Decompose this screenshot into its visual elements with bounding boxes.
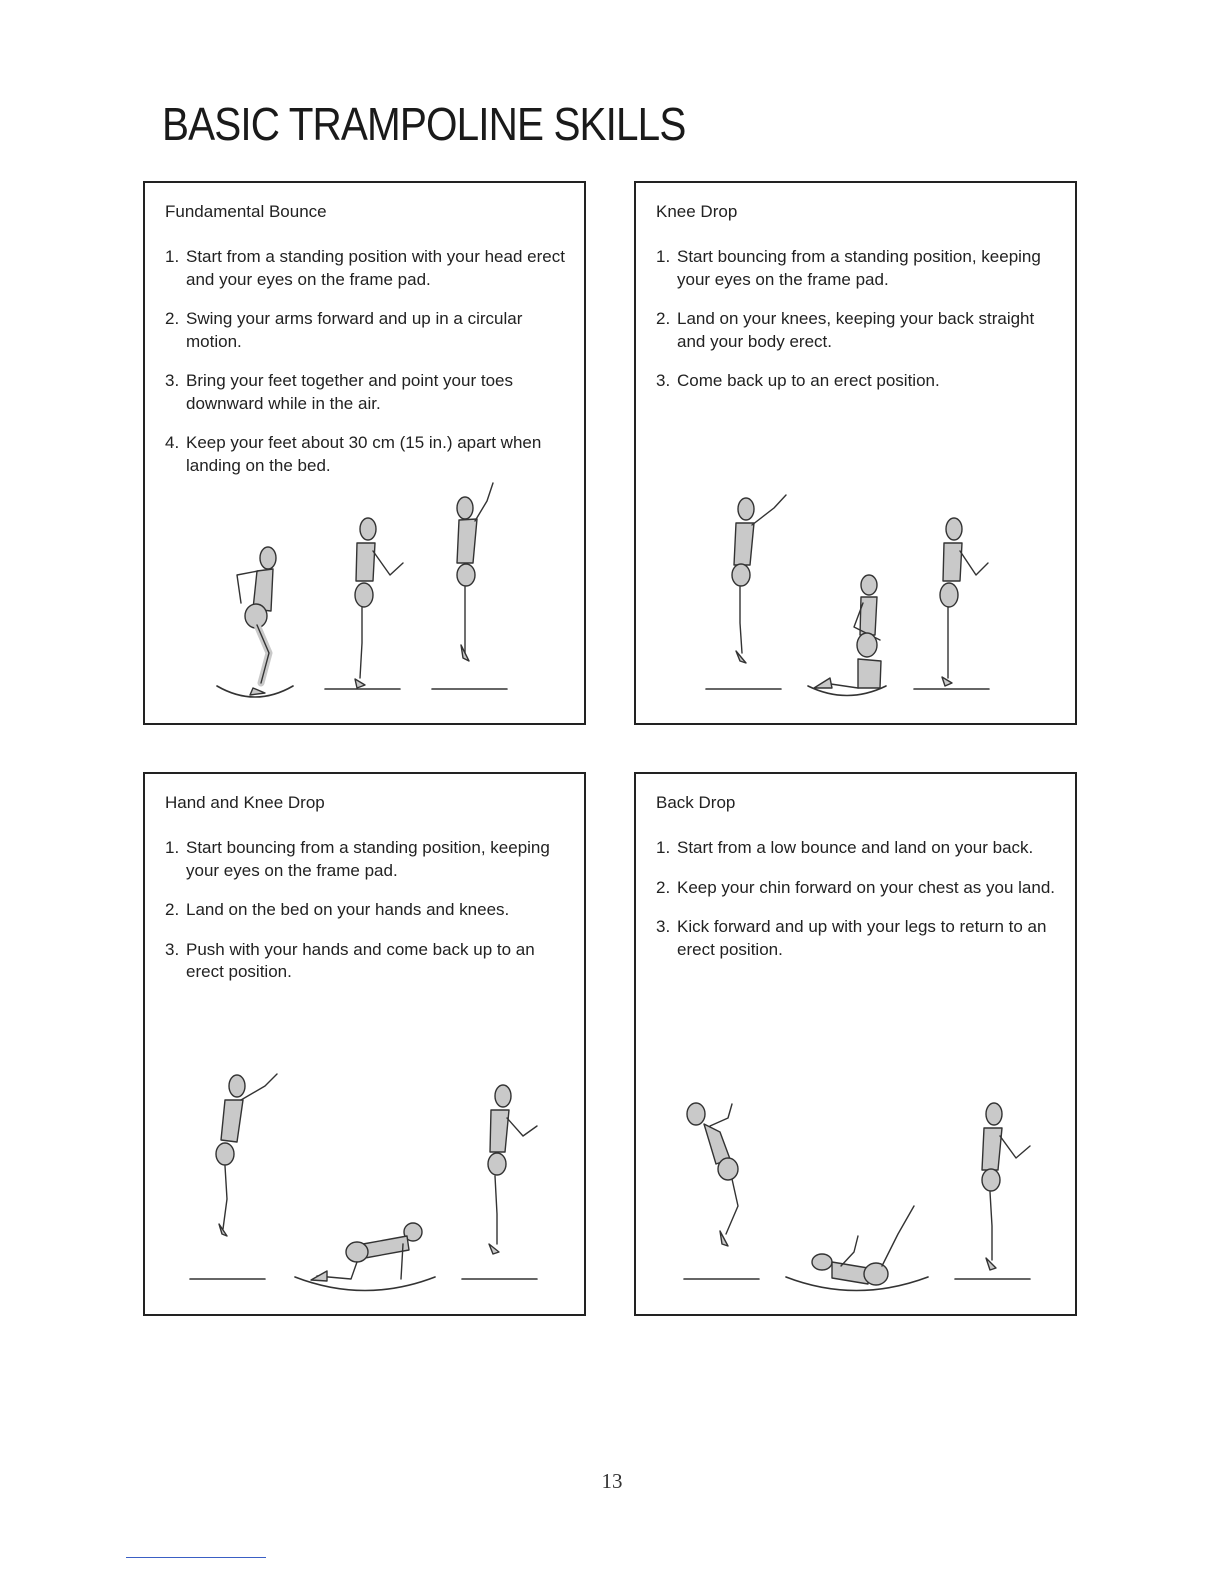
step-number: 1. [656, 838, 671, 857]
step-text: Land on your knees, keeping your back straight and your body erect. [677, 309, 1035, 351]
step-number: 1. [165, 247, 180, 266]
step-text: Swing your arms forward and up in a circular motion. [186, 309, 523, 351]
step-item [165, 246, 570, 291]
figure-stand [462, 1085, 537, 1279]
step-item [165, 939, 570, 984]
step-number: 3. [656, 917, 671, 936]
step-item [656, 837, 1061, 860]
step-item [656, 246, 1061, 291]
step-item [165, 308, 570, 353]
step-item [656, 308, 1061, 353]
step-text: Bring your feet together and point your toes downward while in the air. [186, 371, 513, 413]
step-item [165, 899, 570, 922]
figure-backward-jump [684, 1103, 759, 1279]
step-item [165, 837, 570, 882]
step-number: 1. [656, 247, 671, 266]
step-text: Push with your hands and come back up to an erect position. [186, 939, 535, 981]
step-number: 3. [165, 939, 180, 959]
step-list [165, 837, 570, 1001]
step-text: Start bouncing from a standing position, keeping your eyes on the frame pad. [677, 247, 1041, 289]
step-item [656, 877, 1061, 900]
figure-arms-up [432, 483, 507, 689]
panel-back-drop [634, 772, 1077, 1316]
figure-jump [706, 495, 786, 689]
figure-kneeling [808, 575, 886, 696]
step-number: 4. [165, 433, 180, 452]
step-item [165, 370, 570, 415]
step-list [165, 246, 570, 494]
page-number: 13 [601, 1469, 623, 1493]
page-title: BASIC TRAMPOLINE SKILLS [162, 97, 686, 150]
panel-title: Fundamental Bounce [165, 202, 327, 221]
step-item [656, 370, 1061, 393]
panel-title: Knee Drop [656, 202, 738, 221]
footer-rule [126, 1557, 266, 1558]
step-number: 2. [165, 309, 180, 328]
figure-stand [955, 1103, 1030, 1279]
panel-hand-and-knee-drop [143, 772, 586, 1316]
panel-knee-drop [634, 181, 1077, 725]
step-list [656, 246, 1061, 410]
step-number: 2. [165, 900, 180, 919]
figure-all-fours [295, 1223, 435, 1291]
panel-fundamental-bounce [143, 181, 586, 725]
step-list [656, 837, 1061, 978]
step-item [165, 432, 570, 477]
step-text: Kick forward and up with your legs to return to an erect position. [677, 917, 1047, 959]
step-number: 3. [656, 371, 671, 390]
step-number: 2. [656, 309, 671, 328]
panel-title: Back Drop [656, 793, 736, 812]
step-text: Start from a standing position with your head erect and your eyes on the frame pad. [186, 247, 565, 289]
figure-on-back [786, 1206, 928, 1291]
step-text: Start bouncing from a standing position, keeping your eyes on the frame pad. [186, 838, 550, 880]
step-text: Land on the bed on your hands and knees. [186, 900, 510, 919]
figure-stand [914, 518, 989, 689]
step-number: 2. [656, 877, 671, 897]
step-text: Come back up to an erect position. [677, 371, 940, 390]
step-text: Start from a low bounce and land on your back. [677, 838, 1034, 857]
step-number: 1. [165, 838, 180, 857]
figure-landing-crouch [217, 547, 293, 697]
step-number: 3. [165, 371, 180, 390]
step-text: Keep your feet about 30 cm (15 in.) apart when landing on the bed. [186, 433, 542, 475]
step-item [656, 916, 1061, 961]
figure-standing [325, 518, 403, 689]
panel-title: Hand and Knee Drop [165, 793, 325, 812]
step-text: Keep your chin forward on your chest as you land. [677, 877, 1055, 897]
figure-jump [190, 1074, 277, 1279]
